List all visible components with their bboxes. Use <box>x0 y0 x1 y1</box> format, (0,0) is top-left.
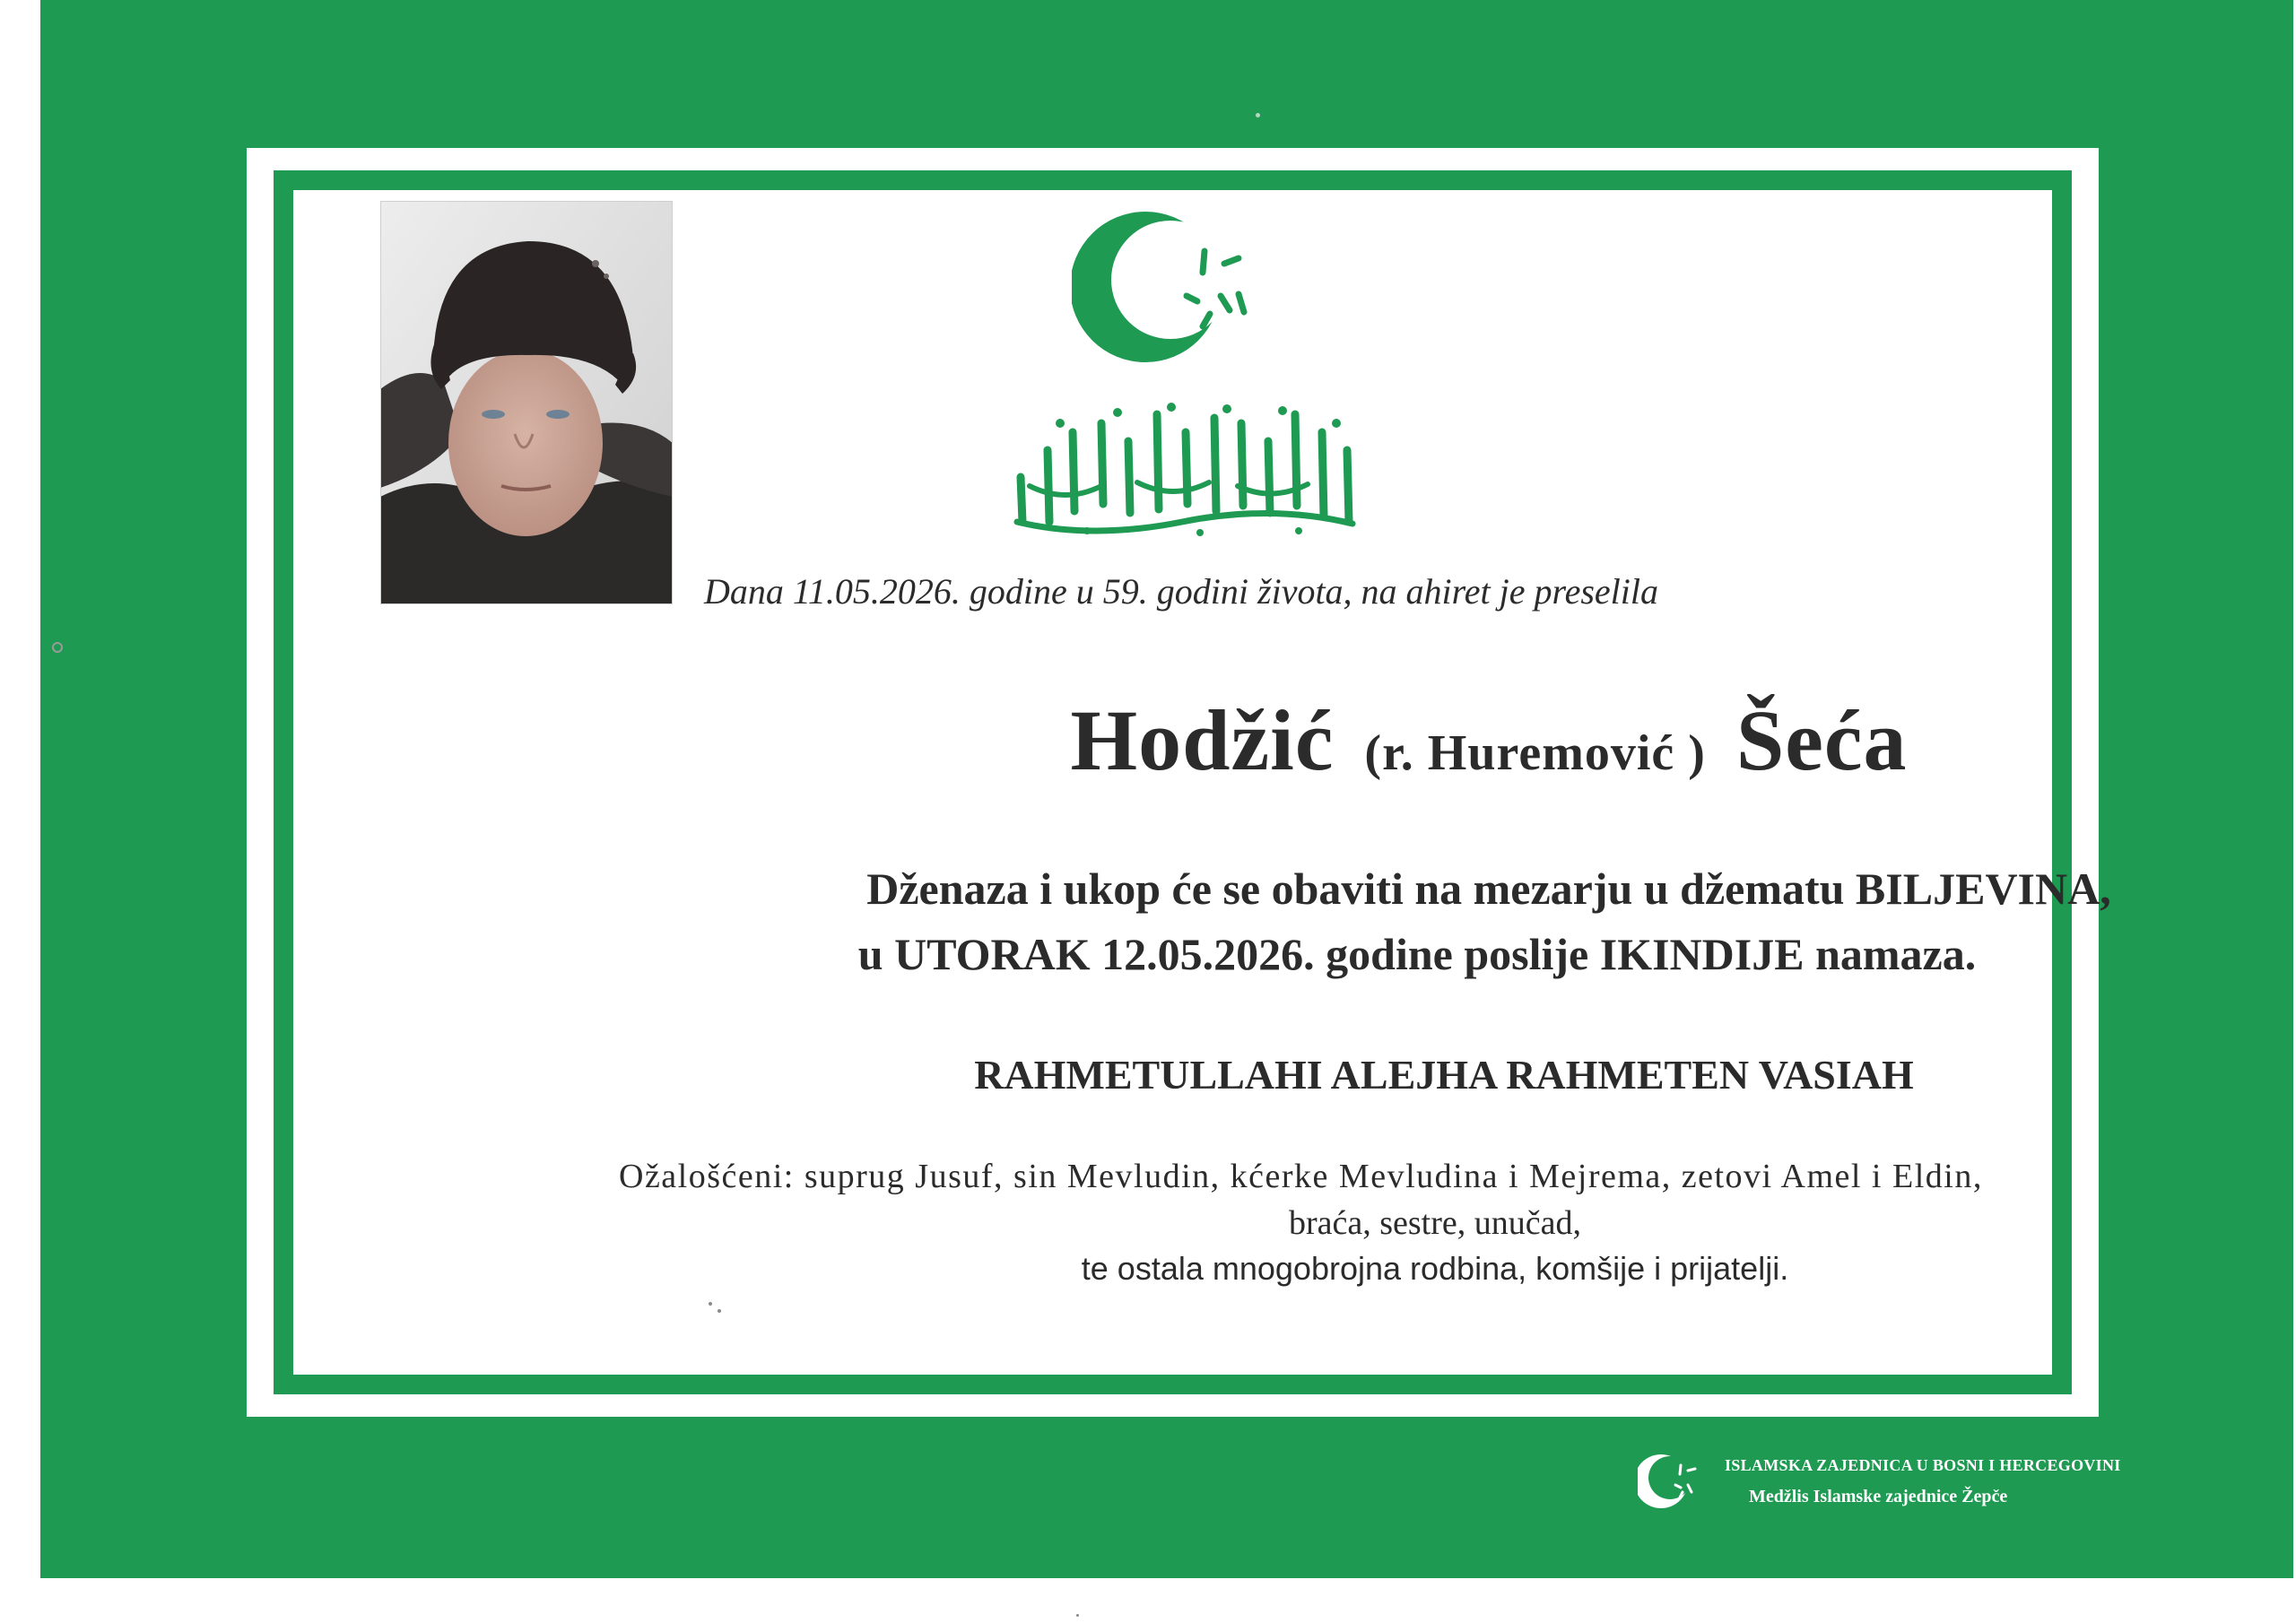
mourners-line-2: braća, sestre, unučad, <box>1288 1204 1581 1242</box>
footer-organization: ISLAMSKA ZAJEDNICA U BOSNI I HERCEGOVINI <box>1725 1456 2121 1474</box>
crescent-star-icon <box>1072 208 1287 369</box>
scan-speck <box>709 1302 712 1306</box>
scan-speck <box>1256 113 1260 117</box>
arabic-calligraphy-icon <box>1003 396 1360 540</box>
deceased-name <box>341 690 2296 790</box>
intro-text: Dana 11.05.2026. godine u 59. godini života, na ahiret je preselila <box>704 571 1658 612</box>
deceased-portrait <box>380 201 673 604</box>
scan-speck <box>52 642 63 653</box>
surname: Hodžić <box>1070 692 1335 788</box>
first-name: Šeća <box>1735 692 1908 788</box>
scan-speck <box>718 1309 721 1313</box>
scan-speck <box>1076 1614 1079 1617</box>
funeral-info-line-1: Dženaza i ukop će se obaviti na mezarju u džematu BILJEVINA, <box>866 864 2111 914</box>
footer-crescent-star-icon <box>1638 1449 1702 1514</box>
maiden-name: (r. Huremović ) <box>1364 725 1706 781</box>
footer-branch: Medžlis Islamske zajednice Žepče <box>1749 1487 2008 1506</box>
mourners-line-3: te ostala mnogobrojna rodbina, komšije i prijatelji. <box>1081 1250 1789 1287</box>
portrait-photo <box>380 201 673 604</box>
prayer-text: RAHMETULLAHI ALEJHA RAHMETEN VASIAH <box>974 1052 1914 1098</box>
funeral-info-line-2: u UTORAK 12.05.2026. godine poslije IKINDIJE namaza. <box>857 929 1977 979</box>
mourners-line-1: Ožalošćeni: suprug Jusuf, sin Mevludin, kćerke Mevludina i Mejrema, zetovi Amel i Eldin, <box>619 1158 1983 1195</box>
